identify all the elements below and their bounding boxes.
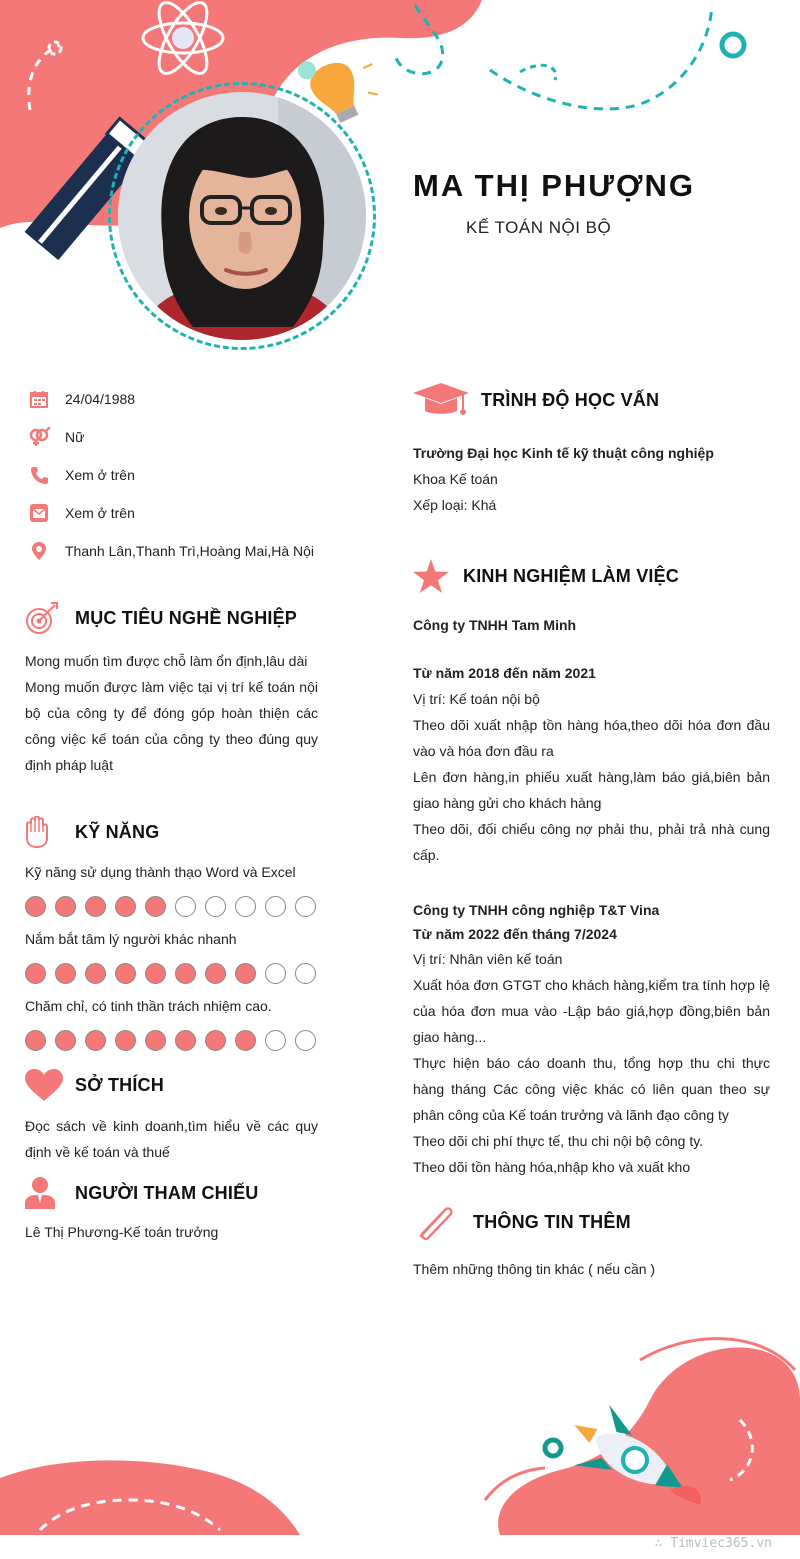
skill-dot-filled [115, 896, 136, 917]
job-duty: Theo dõi tồn hàng hóa,nhập kho và xuất kho [413, 1159, 691, 1175]
objective-line-1: Mong muốn tìm được chỗ làm ổn định,lâu dài [25, 653, 308, 669]
references-header [25, 1171, 318, 1215]
email-icon [25, 503, 53, 523]
extra-header [413, 1200, 770, 1244]
skill-dot-empty [265, 1030, 286, 1051]
education-title: TRÌNH ĐỘ HỌC VẤN [481, 389, 660, 410]
extra-text: Thêm những thông tin khác ( nếu cần ) [413, 1261, 656, 1277]
star-icon [413, 556, 463, 596]
skill-dot-filled [205, 963, 226, 984]
skill-dot-filled [55, 963, 76, 984]
objective-line-2: Mong muốn được làm việc tại vị trí kế toán nội bộ của công ty để đóng góp hoàn thiện các công việc kế toán của công ty theo đúng quy định pháp luật [25, 679, 318, 773]
skill-rating [25, 896, 318, 917]
job-title: KẾ TOÁN NỘI BỘ [466, 218, 612, 237]
gender-value: Nữ [65, 429, 85, 445]
skill-dot-filled [85, 963, 106, 984]
skill-dot-empty [175, 896, 196, 917]
skill-name: Chăm chỉ, có tinh thần trách nhiệm cao. [25, 998, 272, 1014]
skill-dot-filled [205, 1030, 226, 1051]
references-title: NGƯỜI THAM CHIẾU [75, 1182, 259, 1203]
skill-item [25, 996, 318, 1051]
person-icon [25, 1173, 75, 1213]
candidate-name: MA THỊ PHƯỢNG [413, 168, 695, 203]
skill-dot-empty [295, 896, 316, 917]
skill-dot-filled [25, 1030, 46, 1051]
job-company: Công ty TNHH công nghiệp T&T Vina [413, 902, 660, 918]
job-position: Vị trí: Kế toán nội bộ [413, 691, 540, 707]
skill-dot-filled [85, 896, 106, 917]
rank: Xếp loại: Khá [413, 497, 497, 513]
experience-title: KINH NGHIỆM LÀM VIỆC [463, 565, 680, 586]
objective-title: MỤC TIÊU NGHỀ NGHIỆP [75, 607, 298, 628]
job-period: Từ năm 2018 đến năm 2021 [413, 665, 596, 681]
experience-header [413, 554, 770, 598]
skill-dot-filled [145, 1030, 166, 1051]
watermark: ∴ Timviec365.vn [654, 1536, 772, 1551]
contact-phone [25, 456, 318, 494]
birthday-value: 24/04/1988 [65, 391, 136, 407]
phone-icon [25, 465, 53, 485]
contact-gender [25, 418, 318, 456]
skill-dot-filled [145, 896, 166, 917]
skill-dot-filled [55, 896, 76, 917]
skill-name: Nắm bắt tâm lý người khác nhanh [25, 931, 237, 947]
job-2 [413, 898, 770, 1180]
objective-text [25, 648, 318, 778]
left-column [25, 380, 318, 1245]
fist-icon [25, 812, 75, 852]
skill-name: Kỹ năng sử dụng thành thạo Word và Excel [25, 864, 296, 880]
school-name: Trường Đại học Kinh tế kỹ thuật công nghiệp [413, 445, 714, 461]
contact-list [25, 380, 318, 570]
skills-list [25, 862, 318, 1051]
hobbies-header [25, 1063, 318, 1107]
skill-dot-empty [295, 963, 316, 984]
skill-dot-filled [145, 963, 166, 984]
job-position: Vị trí: Nhân viên kế toán [413, 951, 563, 967]
paperclip-icon [413, 1202, 473, 1242]
skill-dot-empty [265, 896, 286, 917]
job-duty: Xuất hóa đơn GTGT cho khách hàng,kiểm tra tính hợp lệ của hóa đơn mua vào -Lập báo giá,hợp đồng,biên bản giao hàng... [413, 977, 770, 1045]
skill-dot-filled [85, 1030, 106, 1051]
email-value: Xem ở trên [65, 505, 135, 521]
avatar [118, 92, 366, 340]
job-duty: Theo dõi xuất nhập tồn hàng hóa,theo dõi hóa đơn đầu vào và hóa đơn đầu ra [413, 717, 770, 759]
contact-birthday [25, 380, 318, 418]
calendar-icon [25, 389, 53, 409]
skill-dot-filled [235, 963, 256, 984]
gender-icon [25, 427, 53, 447]
job-1 [413, 612, 770, 868]
faculty: Khoa Kế toán [413, 471, 498, 487]
job-company: Công ty TNHH Tam Minh [413, 617, 577, 633]
skill-dot-filled [175, 1030, 196, 1051]
hobbies-text: Đọc sách về kinh doanh,tìm hiểu về các quy định về kế toán và thuế [25, 1118, 318, 1160]
location-icon [25, 541, 53, 561]
skill-item [25, 862, 318, 917]
skills-title: KỸ NĂNG [75, 821, 160, 842]
address-value: Thanh Lân,Thanh Trì,Hoàng Mai,Hà Nội [65, 543, 315, 559]
skill-dot-empty [205, 896, 226, 917]
skill-dot-filled [175, 963, 196, 984]
contact-email [25, 494, 318, 532]
education-header [413, 378, 770, 422]
phone-value: Xem ở trên [65, 467, 135, 483]
skill-dot-filled [115, 1030, 136, 1051]
skill-dot-filled [25, 963, 46, 984]
skill-dot-filled [55, 1030, 76, 1051]
skill-dot-filled [25, 896, 46, 917]
education-text [413, 440, 770, 518]
job-duty: Theo dõi, đối chiếu công nợ phải thu, phải trả nhà cung cấp. [413, 821, 770, 863]
heart-icon [25, 1065, 75, 1105]
job-duty: Lên đơn hàng,in phiếu xuất hàng,làm báo giá,biên bản giao hàng gửi cho khách hàng [413, 769, 770, 811]
avatar-portrait [118, 92, 366, 340]
objective-header [25, 596, 318, 640]
skill-dot-filled [235, 1030, 256, 1051]
skills-header [25, 810, 318, 854]
profile-photo-frame [108, 82, 376, 350]
skill-dot-empty [235, 896, 256, 917]
skill-dot-empty [295, 1030, 316, 1051]
skill-dot-empty [265, 963, 286, 984]
job-duty: Thực hiện báo cáo doanh thu, tổng hợp thu chi thực hàng tháng Các công việc khác có liên quan theo sự phân công của Kế toán trưởng và lãnh đạo công ty [413, 1055, 770, 1123]
skill-rating [25, 963, 318, 984]
skill-item [25, 929, 318, 984]
job-duty: Theo dõi chi phí thực tế, thu chi nội bộ công ty. [413, 1133, 704, 1149]
job-period: Từ năm 2022 đến tháng 7/2024 [413, 926, 617, 942]
extra-title: THÔNG TIN THÊM [473, 1211, 631, 1232]
skill-rating [25, 1030, 318, 1051]
hobbies-title: SỞ THÍCH [75, 1074, 164, 1095]
right-column [413, 378, 770, 1282]
skill-dot-filled [115, 963, 136, 984]
target-icon [25, 598, 75, 638]
references-text: Lê Thị Phương-Kế toán trưởng [25, 1224, 219, 1240]
graduation-cap-icon [413, 380, 481, 420]
contact-address [25, 532, 318, 570]
